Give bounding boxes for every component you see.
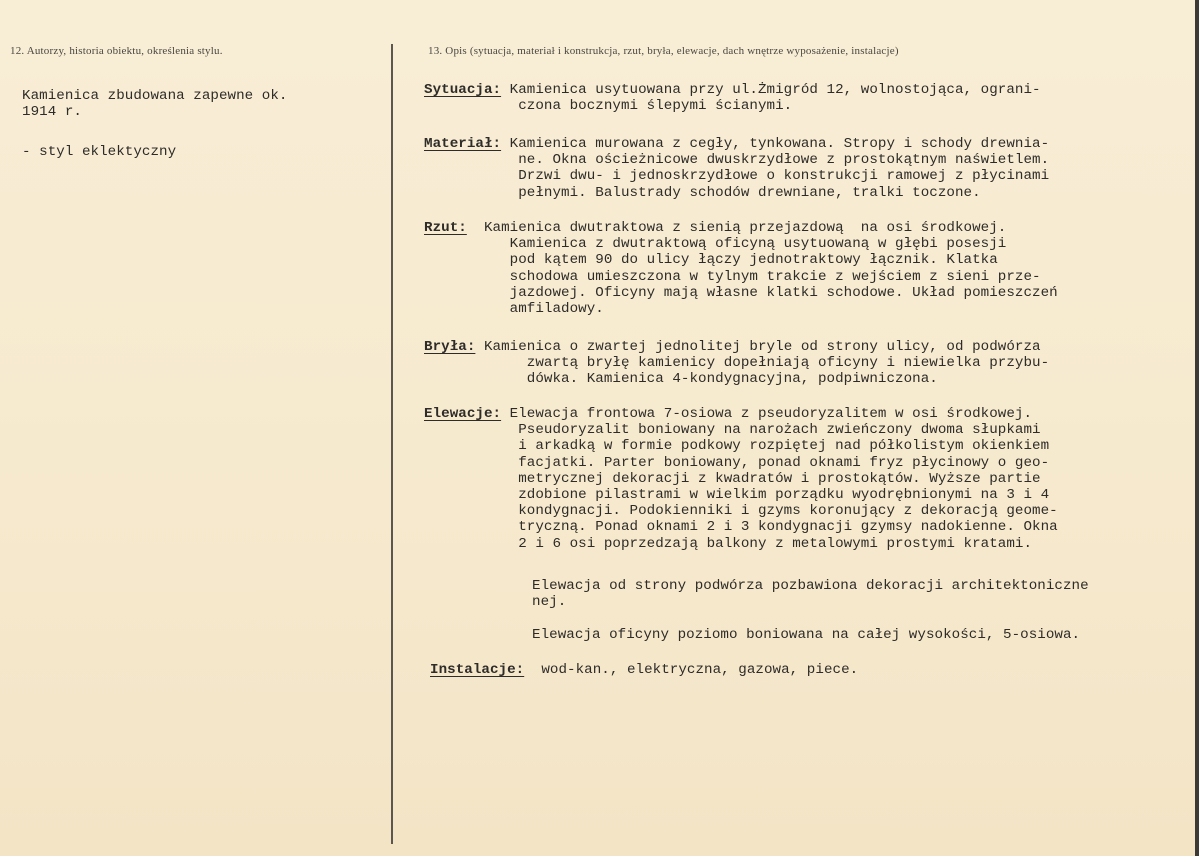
elewacje-line-3: i arkadką w formie podkowy rozpiętej nad półkolistym okienkiem [424, 438, 1050, 455]
section-elewacje [424, 406, 1058, 552]
material-line-4: pełnymi. Balustrady schodów drewniane, tralki toczone. [424, 184, 981, 201]
section-bryla [424, 339, 1049, 388]
header-right: 13. Opis (sytuacja, materiał i konstrukcja, rzut, bryła, elewacje, dach wnętrze wyposażenie, instalacje) [428, 45, 899, 57]
label-rzut: Rzut: [424, 220, 467, 236]
rzut-line-5: jazdowej. Oficyny mają własne klatki schodowe. Układ pomieszczeń [424, 284, 1058, 301]
label-elewacje: Elewacje: [424, 406, 502, 422]
bryla-line-1: Kamienica o zwartej jednolitej bryle od strony ulicy, od podwórza [475, 339, 1041, 355]
elewacje-line-2: Pseudoryzalit boniowany na narożach zwieńczony dwoma słupkami [424, 422, 1041, 439]
rzut-line-3: pod kątem 90 do ulicy łączy jednotraktowy łącznik. Klatka [424, 252, 998, 269]
dating-line-2: 1914 r. [22, 104, 82, 121]
elewacje-line-8: tryczną. Ponad oknami 2 i 3 kondygnacji gzymsy nadokienne. Okna [424, 519, 1058, 536]
courtyard-line-1: Elewacja od strony podwórza pozbawiona dekoracji architektoniczne [532, 578, 1089, 594]
rzut-line-4: schodowa umieszczona w tylnym trakcie z wejściem z sieni prze- [424, 268, 1041, 285]
elewacje-line-9: 2 i 6 osi poprzedzają balkony z metalowymi prostymi kratami. [424, 535, 1033, 552]
section-rzut [424, 220, 1058, 317]
section-material [424, 136, 1049, 201]
dating-paragraph [22, 88, 287, 120]
style-paragraph: - styl eklektyczny [22, 144, 177, 161]
material-line-2: ne. Okna ościeżnicowe dwuskrzydłowe z prostokątnym naświetlem. [424, 152, 1050, 169]
section-sytuacja [424, 82, 1041, 114]
material-line-1: Kamienica murowana z cegły, tynkowana. Stropy i schody drewnia- [501, 136, 1050, 152]
rzut-line-2: Kamienica z dwutraktową oficyną usytuowaną w głębi posesji [424, 236, 1007, 253]
bryla-line-3: dówka. Kamienica 4-kondygnacyjna, podpiwniczona. [424, 371, 938, 388]
elewacje-line-6: zdobione pilastrami w wielkim porządku wyodrębnionymi na 3 i 4 [424, 487, 1050, 504]
courtyard-line-2: nej. [532, 594, 567, 611]
material-line-3: Drzwi dwu- i jednoskrzydłowe o konstrukcji ramowej z płycinami [424, 168, 1050, 185]
rzut-line-6: amfiladowy. [424, 301, 604, 318]
bryla-line-2: zwartą bryłę kamienicy dopełniają oficyny i niewielka przybu- [424, 355, 1050, 372]
sytuacja-line-1: Kamienica usytuowana przy ul.Żmigród 12, wolnostojąca, ograni- [501, 82, 1041, 98]
elewacje-courtyard-paragraph [532, 578, 1089, 610]
elewacje-line-1: Elewacja frontowa 7-osiowa z pseudoryzalitem w osi środkowej. [501, 406, 1033, 422]
label-material: Materiał: [424, 136, 502, 152]
sytuacja-line-2: czona bocznymi ślepymi ścianymi. [424, 98, 793, 115]
left-column [22, 88, 287, 185]
elewacje-annex-paragraph: Elewacja oficyny poziomo boniowana na całej wysokości, 5-osiowa. [532, 627, 1081, 643]
label-instalacje: Instalacje: [430, 662, 525, 678]
dating-line-1: Kamienica zbudowana zapewne ok. [22, 88, 288, 104]
rzut-line-1: Kamienica dwutraktowa z sienią przejazdową na osi środkowej. [466, 220, 1007, 236]
card-edge [1195, 0, 1199, 856]
label-bryla: Bryła: [424, 339, 476, 355]
section-instalacje [430, 662, 858, 678]
elewacje-line-5: metrycznej dekoracji z kwadratów i prostokątów. Wyższe partie [424, 470, 1041, 487]
column-divider [391, 44, 393, 844]
label-sytuacja: Sytuacja: [424, 82, 502, 98]
instalacje-text: wod-kan., elektryczna, gazowa, piece. [524, 662, 859, 678]
header-left: 12. Autorzy, historia obiektu, określenia stylu. [10, 45, 223, 57]
elewacje-line-4: facjatki. Parter boniowany, ponad oknami fryz płycinowy o geo- [424, 454, 1050, 471]
elewacje-line-7: kondygnacji. Podokienniki i gzyms koronujący z dekoracją geome- [424, 503, 1058, 520]
